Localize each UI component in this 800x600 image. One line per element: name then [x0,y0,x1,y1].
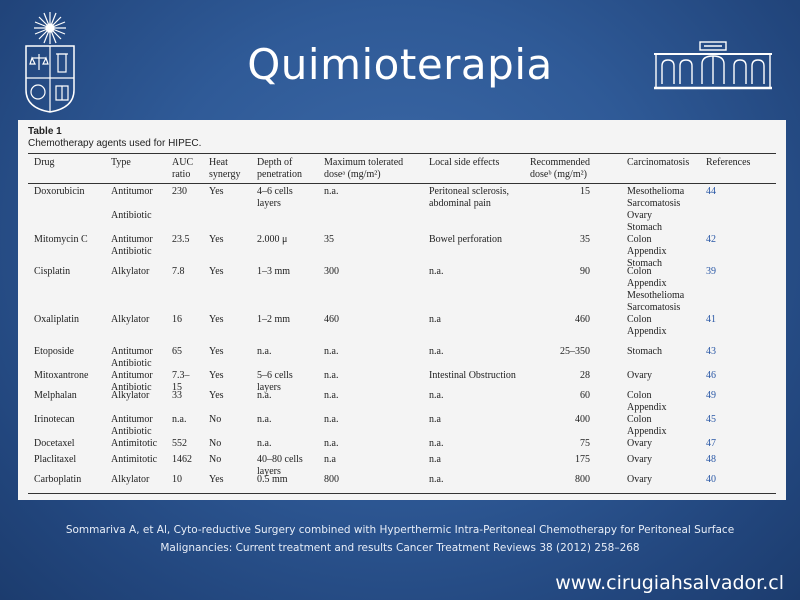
cell-reference[interactable]: 48 [706,454,716,465]
cell-rec-dose: 175 [575,454,590,465]
cell-auc: 1462 [172,454,192,465]
cell-reference[interactable]: 46 [706,370,716,381]
cell-reference[interactable]: 40 [706,474,716,485]
table-panel [18,120,786,500]
cell-type: Alkylator [111,266,150,277]
cell-drug: Placlitaxel [34,454,77,465]
header-heat: Heat synergy [209,157,241,180]
cell-depth: 1–2 mm [257,314,291,325]
cell-side-effects: n.a. [429,346,444,357]
cell-max-dose: n.a. [324,346,339,357]
header-side-effects: Local side effects [429,157,500,168]
cell-rec-dose: 60 [580,390,590,401]
header-rec-dose: Recommended doseᵇ (mg/m²) [530,157,590,180]
cell-side-effects: Peritoneal sclerosis, abdominal pain [429,186,509,209]
cell-max-dose: n.a. [324,390,339,401]
cell-drug: Melphalan [34,390,77,401]
cell-side-effects: n.a. [429,266,444,277]
cell-depth: 40–80 cells layers [257,454,303,477]
cell-rec-dose: 28 [580,370,590,381]
cell-depth: n.a. [257,414,272,425]
cell-type: Antitumor Antibiotic [111,346,153,369]
cell-carcinomatosis: Stomach [627,346,662,357]
cell-max-dose: 300 [324,266,339,277]
cell-auc: 23.5 [172,234,190,245]
header-max-dose: Maximum tolerated doseᵃ (mg/m²) [324,157,404,180]
cell-heat: No [209,438,222,449]
cell-heat: Yes [209,186,224,197]
cell-heat: No [209,454,222,465]
header-auc: AUC ratio [172,157,194,180]
cell-rec-dose: 15 [580,186,590,197]
cell-carcinomatosis: Colon Appendix Mesothelioma Sarcomatosis [627,266,685,313]
cell-max-dose: 800 [324,474,339,485]
cell-max-dose: n.a. [324,186,339,197]
cell-auc: 7.3– 15 [172,370,190,393]
cell-auc: 65 [172,346,182,357]
table-label: Table 1 [28,126,62,137]
cell-side-effects: Intestinal Obstruction [429,370,516,381]
header-reference: References [706,157,751,168]
cell-drug: Irinotecan [34,414,75,425]
cell-heat: Yes [209,474,224,485]
cell-auc: n.a. [172,414,187,425]
table-top-rule [28,153,776,154]
cell-heat: No [209,414,222,425]
cell-side-effects: n.a [429,454,441,465]
cell-depth: 5–6 cells layers [257,370,293,393]
cell-auc: 7.8 [172,266,185,277]
cell-carcinomatosis: Colon Appendix [627,314,667,337]
cell-rec-dose: 400 [575,414,590,425]
cell-max-dose: n.a [324,454,336,465]
table-bottom-rule [28,493,776,494]
cell-drug: Cisplatin [34,266,71,277]
cell-carcinomatosis: Ovary [627,454,652,465]
cell-drug: Carboplatin [34,474,82,485]
cell-rec-dose: 75 [580,438,590,449]
cell-depth: n.a. [257,346,272,357]
cell-rec-dose: 35 [580,234,590,245]
cell-reference[interactable]: 45 [706,414,716,425]
cell-max-dose: 460 [324,314,339,325]
cell-carcinomatosis: Ovary [627,438,652,449]
table-header-rule [28,183,776,184]
cell-carcinomatosis: Ovary [627,370,652,381]
cell-drug: Mitoxantrone [34,370,89,381]
citation-line-1: Sommariva A, et Al, Cyto-reductive Surgery combined with Hyperthermic Intra-Peritoneal Chemotherapy for Peritoneal Surface [65,524,735,536]
cell-drug: Oxaliplatin [34,314,79,325]
cell-heat: Yes [209,234,224,245]
cell-max-dose: n.a. [324,414,339,425]
cell-rec-dose: 90 [580,266,590,277]
table-caption: Chemotherapy agents used for HIPEC. [28,138,202,149]
cell-carcinomatosis: Ovary [627,474,652,485]
cell-type: Antitumor Antibiotic [111,414,153,437]
cell-side-effects: n.a [429,314,441,325]
header-carcinomatosis: Carcinomatosis [627,157,690,168]
cell-reference[interactable]: 44 [706,186,716,197]
cell-type: Antitumor Antibiotic [111,234,153,257]
cell-heat: Yes [209,346,224,357]
slide-title: Quimioterapia [247,40,553,89]
cell-reference[interactable]: 49 [706,390,716,401]
cell-reference[interactable]: 41 [706,314,716,325]
cell-side-effects: n.a. [429,438,444,449]
citation-line-2: Malignancies: Current treatment and results Cancer Treatment Reviews 38 (2012) 258–268 [160,542,640,554]
cell-heat: Yes [209,370,224,381]
cell-heat: Yes [209,266,224,277]
cell-side-effects: n.a. [429,474,444,485]
cell-auc: 16 [172,314,182,325]
cell-carcinomatosis: Colon Appendix Stomach [627,234,667,269]
cell-type: Alkylator [111,314,150,325]
cell-auc: 230 [172,186,187,197]
cell-type: Antimitotic [111,454,158,465]
cell-type: Antitumor Antibiotic [111,186,153,221]
cell-depth: 4–6 cells layers [257,186,293,209]
cell-carcinomatosis: Colon Appendix [627,414,667,437]
cell-depth: 1–3 mm [257,266,291,277]
cell-type: Antitumor Antibiotic [111,370,153,393]
cell-max-dose: n.a. [324,438,339,449]
citation [40,521,760,557]
cell-reference[interactable]: 42 [706,234,716,245]
cell-depth: n.a. [257,390,272,401]
cell-max-dose: 35 [324,234,334,245]
cell-rec-dose: 800 [575,474,590,485]
cell-rec-dose: 460 [575,314,590,325]
header-depth: Depth of penetration [257,157,302,180]
cell-side-effects: n.a [429,414,441,425]
cell-carcinomatosis: Colon Appendix [627,390,667,413]
cell-side-effects: Bowel perforation [429,234,503,245]
cell-type: Alkylator [111,474,150,485]
cell-heat: Yes [209,314,224,325]
cell-side-effects: n.a. [429,390,444,401]
cell-reference[interactable]: 39 [706,266,716,277]
cell-drug: Docetaxel [34,438,75,449]
website-url: www.cirugiahsalvador.cl [555,572,784,594]
cell-auc: 552 [172,438,187,449]
cell-depth: n.a. [257,438,272,449]
cell-drug: Doxorubicin [34,186,85,197]
cell-type: Alkylator [111,390,150,401]
cell-depth: 0.5 mm [257,474,288,485]
cell-reference[interactable]: 47 [706,438,716,449]
cell-rec-dose: 25–350 [560,346,590,357]
cell-auc: 33 [172,390,182,401]
cell-reference[interactable]: 43 [706,346,716,357]
header-type: Type [111,157,131,168]
cell-drug: Etoposide [34,346,74,357]
cell-heat: Yes [209,390,224,401]
header-drug: Drug [34,157,55,168]
cell-drug: Mitomycin C [34,234,88,245]
cell-carcinomatosis: Mesothelioma Sarcomatosis Ovary Stomach [627,186,685,233]
cell-max-dose: n.a. [324,370,339,381]
cell-auc: 10 [172,474,182,485]
cell-depth: 2.000 μ [257,234,288,245]
cell-type: Antimitotic [111,438,158,449]
